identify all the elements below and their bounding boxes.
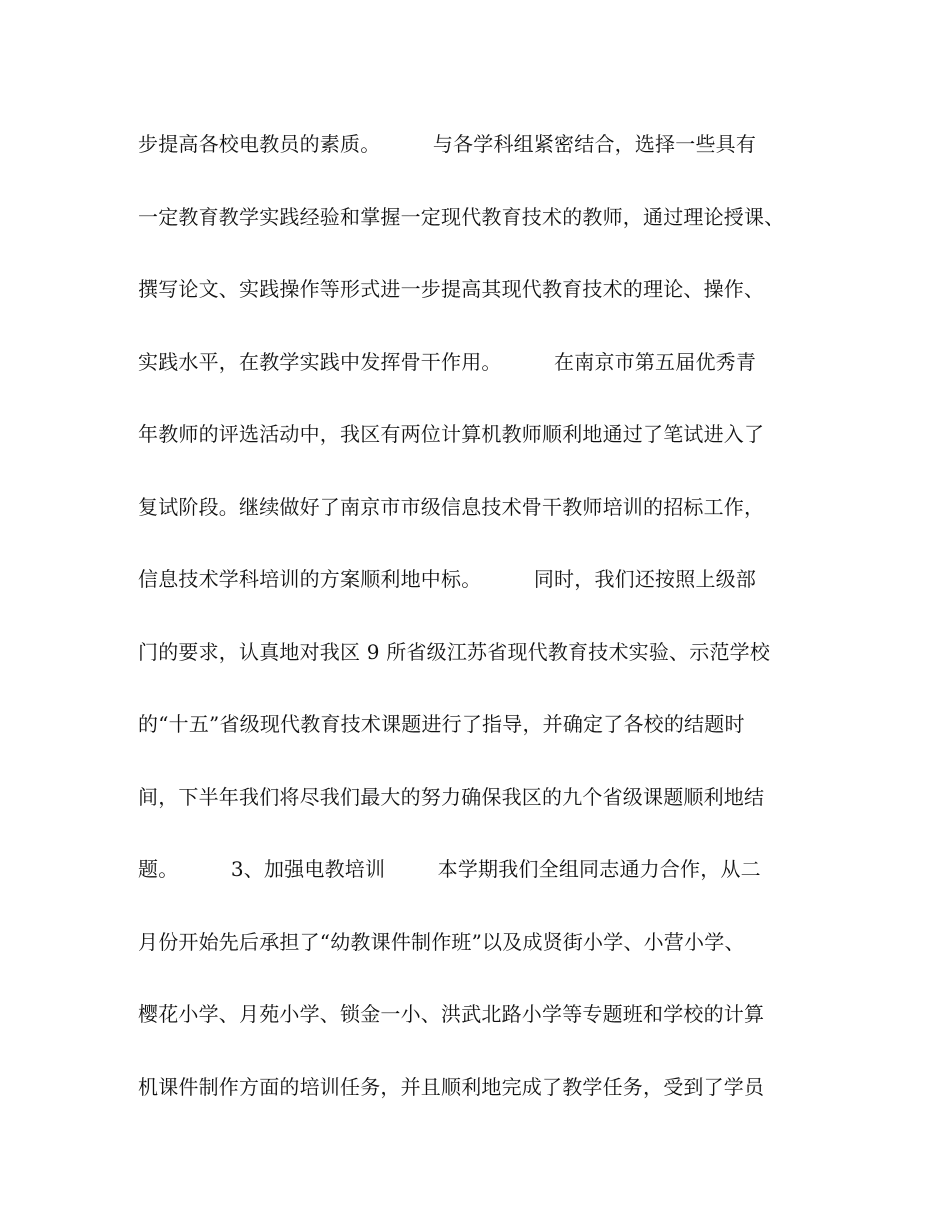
paragraph-line-11: 题。 3、加强电教培训 本学期我们全组同志通力合作，从二 — [138, 857, 761, 881]
paragraph-line-3: 撰写论文、实践操作等形式进一步提高其现代教育技术的理论、操作、 — [138, 277, 765, 301]
paragraph-line-6: 复试阶段。继续做好了南京市市级信息技术骨干教师培训的招标工作， — [138, 494, 765, 519]
paragraph-line-8: 门的要求，认真地对我区 9 所省级江苏省现代教育技术实验、示范学校 — [138, 639, 771, 664]
paragraph-line-13: 樱花小学、月苑小学、锁金一小、洪武北路小学等专题班和学校的计算 — [138, 1002, 765, 1026]
paragraph-line-12: 月份开始先后承担了“幼教课件制作班”以及成贤街小学、小营小学、 — [138, 929, 745, 954]
paragraph-line-9: 的“十五”省级现代教育技术课题进行了指导，并确定了各校的结题时 — [138, 712, 745, 736]
paragraph-line-10: 间，下半年我们将尽我们最大的努力确保我区的九个省级课题顺利地结 — [138, 784, 765, 809]
paragraph-line-7: 信息技术学科培训的方案顺利地中标。 同时，我们还按照上级部 — [138, 567, 757, 591]
paragraph-line-2: 一定教育教学实践经验和掌握一定现代教育技术的教师，通过理论授课、 — [138, 204, 785, 229]
paragraph-line-14: 机课件制作方面的培训任务，并且顺利地完成了教学任务，受到了学员 — [138, 1074, 765, 1099]
paragraph-line-1: 步提高各校电教员的素质。 与各学科组紧密结合，选择一些具有 — [138, 132, 757, 156]
paragraph-line-5: 年教师的评选活动中，我区有两位计算机教师顺利地通过了笔试进入了 — [138, 422, 765, 446]
paragraph-line-4: 实践水平，在教学实践中发挥骨干作用。 在南京市第五届优秀青 — [138, 349, 757, 374]
document-body — [138, 124, 838, 1139]
